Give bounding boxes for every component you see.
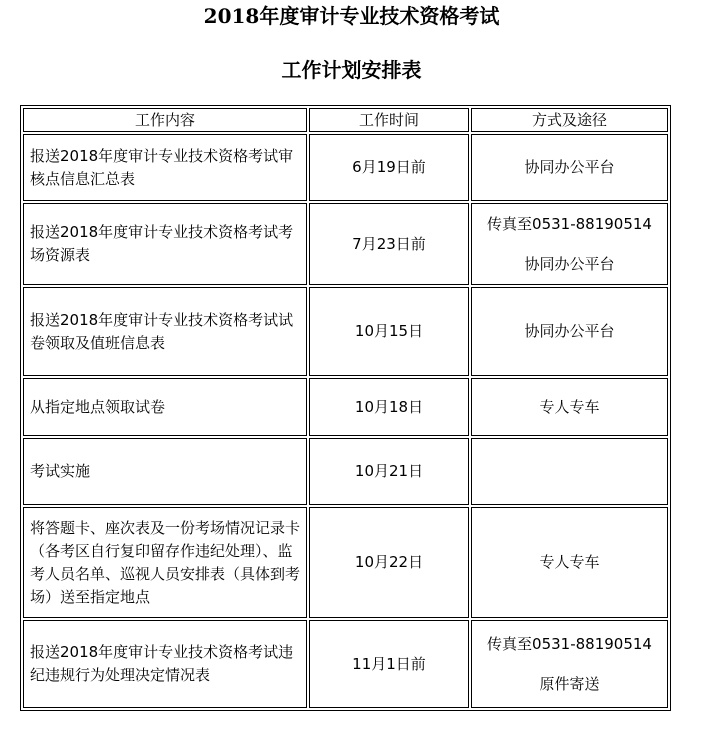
- row-time: 10月15日: [309, 287, 469, 376]
- document-subtitle: 工作计划安排表: [281, 58, 422, 82]
- row-time: 10月21日: [309, 438, 469, 505]
- table-row: [23, 378, 668, 436]
- table-row: [23, 203, 668, 285]
- row-method: [471, 507, 668, 618]
- method-line: 传真至0531-88190514: [487, 215, 652, 233]
- row-content: 报送2018年度审计专业技术资格考试审核点信息汇总表: [23, 134, 307, 201]
- table-row: [23, 438, 668, 505]
- method-line: 专人专车: [539, 397, 600, 416]
- row-method: [471, 620, 668, 708]
- method-line: 协同办公平台: [524, 158, 615, 176]
- schedule-table: [20, 105, 671, 711]
- table-row: [23, 507, 668, 618]
- method-line: 协同办公平台: [524, 255, 615, 273]
- row-time: 11月1日前: [309, 620, 469, 708]
- row-time: 7月23日前: [309, 203, 469, 285]
- row-method: [471, 203, 668, 285]
- row-method: [471, 287, 668, 376]
- method-line: 原件寄送: [539, 675, 600, 693]
- method-line: 传真至0531-88190514: [487, 635, 652, 653]
- row-method: [471, 134, 668, 201]
- row-content: 将答题卡、座次表及一份考场情况记录卡（各考区自行复印留存作违纪处理）、监考人员名单、巡视人员安排表（具体到考场）送至指定地点: [23, 507, 307, 618]
- table-row: [23, 134, 668, 201]
- row-time: 10月22日: [309, 507, 469, 618]
- header-time: 工作时间: [309, 108, 469, 132]
- document-title: 2018年度审计专业技术资格考试: [203, 4, 500, 28]
- header-content: 工作内容: [23, 108, 307, 132]
- table-row: [23, 620, 668, 708]
- row-content: 从指定地点领取试卷: [23, 378, 307, 436]
- row-time: 6月19日前: [309, 134, 469, 201]
- row-method: [471, 378, 668, 436]
- header-method: 方式及途径: [471, 108, 668, 132]
- row-content: 报送2018年度审计专业技术资格考试试卷领取及值班信息表: [23, 287, 307, 376]
- table-row: [23, 287, 668, 376]
- row-content: 报送2018年度审计专业技术资格考试违纪违规行为处理决定情况表: [23, 620, 307, 708]
- row-content: 报送2018年度审计专业技术资格考试考场资源表: [23, 203, 307, 285]
- method-line: 专人专车: [539, 553, 600, 571]
- row-content: 考试实施: [23, 438, 307, 505]
- row-time: 10月18日: [309, 378, 469, 436]
- method-line: 协同办公平台: [524, 322, 615, 340]
- table-header-row: [23, 108, 668, 132]
- row-method-empty: [471, 438, 668, 505]
